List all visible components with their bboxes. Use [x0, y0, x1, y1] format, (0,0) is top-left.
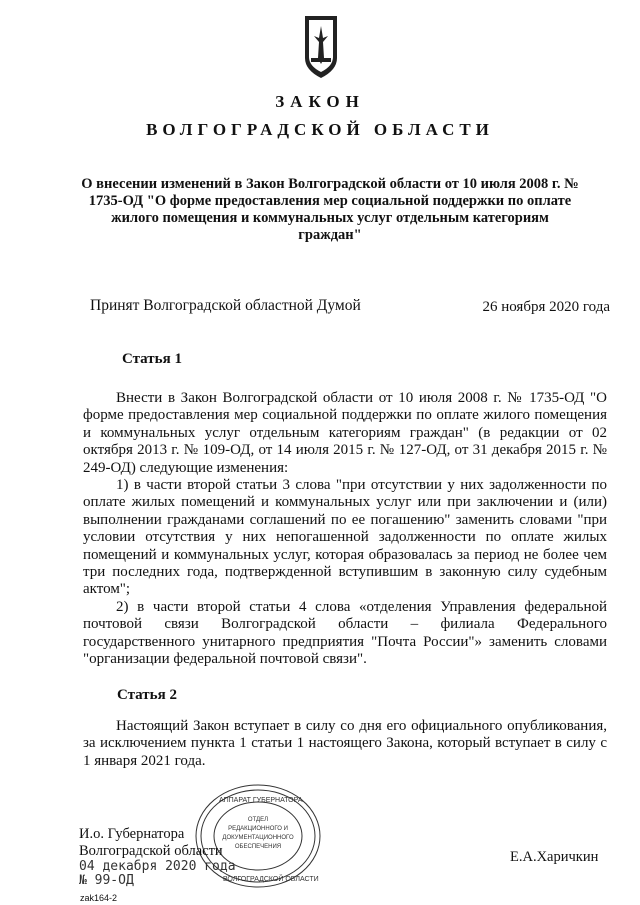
registration-date: 04 декабря 2020 года	[79, 859, 236, 874]
svg-text:АППАРАТ ГУБЕРНАТОРА: АППАРАТ ГУБЕРНАТОРА	[219, 797, 303, 804]
signatory-position	[79, 826, 223, 860]
region-title: ВОЛГОГРАДСКОЙ ОБЛАСТИ	[146, 120, 494, 139]
registration-stamp	[79, 860, 236, 888]
law-subject: О внесении изменений в Закон Волгоградской области от 10 июля 2008 г. № 1735-ОД "О форме предоставления мер социальной поддержки по оплате жилого помещения и коммунальных услуг отдельным категориям граждан"	[81, 176, 579, 243]
article-1-item-1: 1) в части второй статьи 3 слова "при отсутствии у них задолженности по оплате жилых помещений и коммунальных услуг или при заключении и (или) выполнении гражданами соглашений по ее погашению" заменить словами "при условии отсутствия у них непогашенной задолженности по оплате жилых помещений и коммунальных услуг, которая образовалась за период не более чем три последних года, подтвержденной вступившим в законную силу судебным актом";	[83, 477, 607, 598]
signatory-name: Е.А.Харичкин	[510, 849, 599, 865]
adopted-date: 26 ноября 2020 года	[482, 299, 610, 315]
registration-number: № 99-ОД	[79, 873, 134, 888]
adopted-by: Принят Волгоградской областной Думой	[90, 297, 361, 314]
article-1-heading: Статья 1	[122, 351, 182, 367]
article-1-item-2: 2) в части второй статьи 4 слова «отделения Управления федеральной почтовой связи Волгоградской области – филиала Федерального государственного унитарного предприятия "Почта России"» заменить словами "организации федеральной почтовой связи".	[83, 598, 607, 668]
article-2-body	[83, 718, 607, 770]
article-1-body	[83, 390, 607, 669]
svg-text:ОТДЕЛ: ОТДЕЛ	[247, 817, 269, 823]
article-1-intro: Внести в Закон Волгоградской области от 10 июля 2008 г. № 1735-ОД "О форме предоставления мер социальной поддержки по оплате жилого помещения и коммунальных услуг отдельным категориям граждан" (в редакции от 02 октября 2013 г. № 109-ОД, от 14 июля 2015 г. № 127-ОД, от 31 декабря 2015 г. № 249-ОД) следующие изменения:	[83, 390, 607, 476]
coat-of-arms-icon	[301, 12, 341, 82]
position-line-1: И.о. Губернатора	[79, 826, 185, 842]
svg-text:ОБЕСПЕЧЕНИЯ: ОБЕСПЕЧЕНИЯ	[234, 844, 282, 850]
law-title: ЗАКОН	[275, 92, 365, 111]
position-line-2: Волгоградской области	[79, 843, 223, 859]
document-code: zak164-2	[80, 893, 118, 903]
svg-text:ВОЛГОГРАДСКОЙ ОБЛАСТИ: ВОЛГОГРАДСКОЙ ОБЛАСТИ	[223, 876, 319, 883]
article-2-text: Настоящий Закон вступает в силу со дня его официального опубликования, за исключением пункта 1 статьи 1 настоящего Закона, который вступает в силу с 1 января 2021 года.	[83, 718, 607, 769]
svg-text:РЕДАКЦИОННОГО И: РЕДАКЦИОННОГО И	[228, 826, 288, 832]
svg-text:ДОКУМЕНТАЦИОННОГО: ДОКУМЕНТАЦИОННОГО	[222, 835, 294, 841]
article-2-heading: Статья 2	[117, 687, 177, 703]
